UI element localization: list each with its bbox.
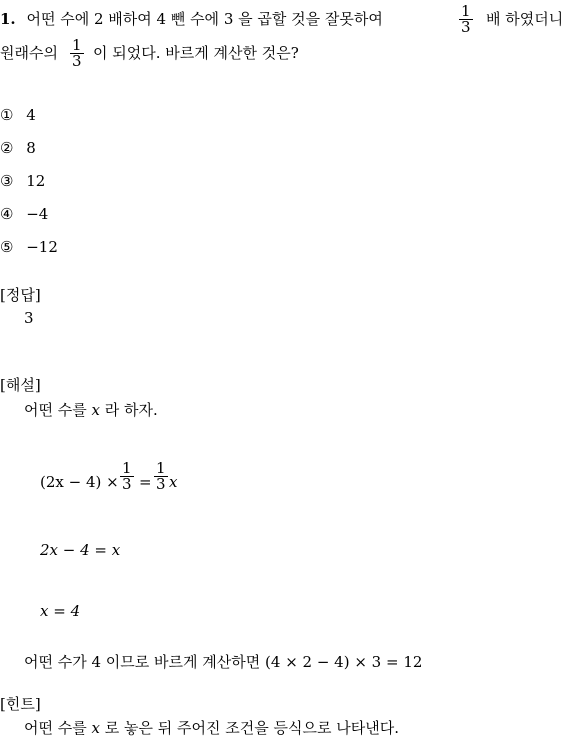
choice-1[interactable] [0, 106, 36, 124]
equation-3: x = 4 [40, 602, 81, 620]
question-fraction-1: $\frac{1}{3}$ [461, 2, 471, 36]
hint-label: [힌트] [0, 695, 41, 713]
choice-2-marker: ② [0, 139, 14, 157]
choice-3-value: 12 [26, 172, 46, 190]
question-text-2b: 이 되었다. 바르게 계산한 것은? [93, 44, 299, 62]
hint-var: x [91, 719, 100, 737]
question-text-1a: 어떤 수에 2 배하여 4 뺀 수에 3 을 곱할 것을 잘못하여 [26, 10, 383, 28]
choice-1-marker: ① [0, 106, 14, 124]
question-fraction-2: $\frac{1}{3}$ [72, 36, 82, 70]
solution-intro: 어떤 수를 x 라 하자. [24, 401, 158, 419]
question-number: 1. [0, 10, 16, 28]
equation-1: (2x − 4) × [40, 473, 119, 491]
hint-text: 어떤 수를 x 로 놓은 뒤 주어진 조건을 등식으로 나타낸다. [24, 719, 399, 737]
answer-value: 3 [24, 309, 34, 327]
choice-5[interactable] [0, 238, 58, 256]
choice-3-marker: ③ [0, 172, 14, 190]
equation-1-fraction-a: $\frac{1}{3}$ [122, 459, 132, 493]
question-line-1 [0, 8, 383, 29]
solution-intro-var: x [91, 401, 100, 419]
solution-conclusion: 어떤 수가 4 이므로 바르게 계산하면 (4 × 2 − 4) × 3 = 12 [24, 653, 423, 671]
choice-2[interactable] [0, 139, 36, 157]
question-text-1b: 배 하였더니 [486, 10, 564, 28]
choice-4[interactable] [0, 205, 48, 223]
choice-4-marker: ④ [0, 205, 14, 223]
choice-5-value: −12 [26, 238, 58, 256]
choice-2-value: 8 [26, 139, 36, 157]
choice-3[interactable] [0, 172, 45, 190]
choice-1-value: 4 [26, 106, 36, 124]
solution-conclusion-math: (4 × 2 − 4) × 3 = 12 [265, 653, 423, 671]
equation-2: 2x − 4 = x [40, 541, 121, 559]
equation-1-var: x [169, 473, 178, 491]
equation-1-equals: = [139, 473, 152, 491]
choice-5-marker: ⑤ [0, 238, 14, 256]
solution-label: [해설] [0, 376, 41, 394]
question-text-2a: 원래수의 [0, 44, 58, 62]
equation-1-fraction-b: $\frac{1}{3}$ [156, 459, 166, 493]
choice-4-value: −4 [26, 205, 49, 223]
answer-label: [정답] [0, 286, 41, 304]
